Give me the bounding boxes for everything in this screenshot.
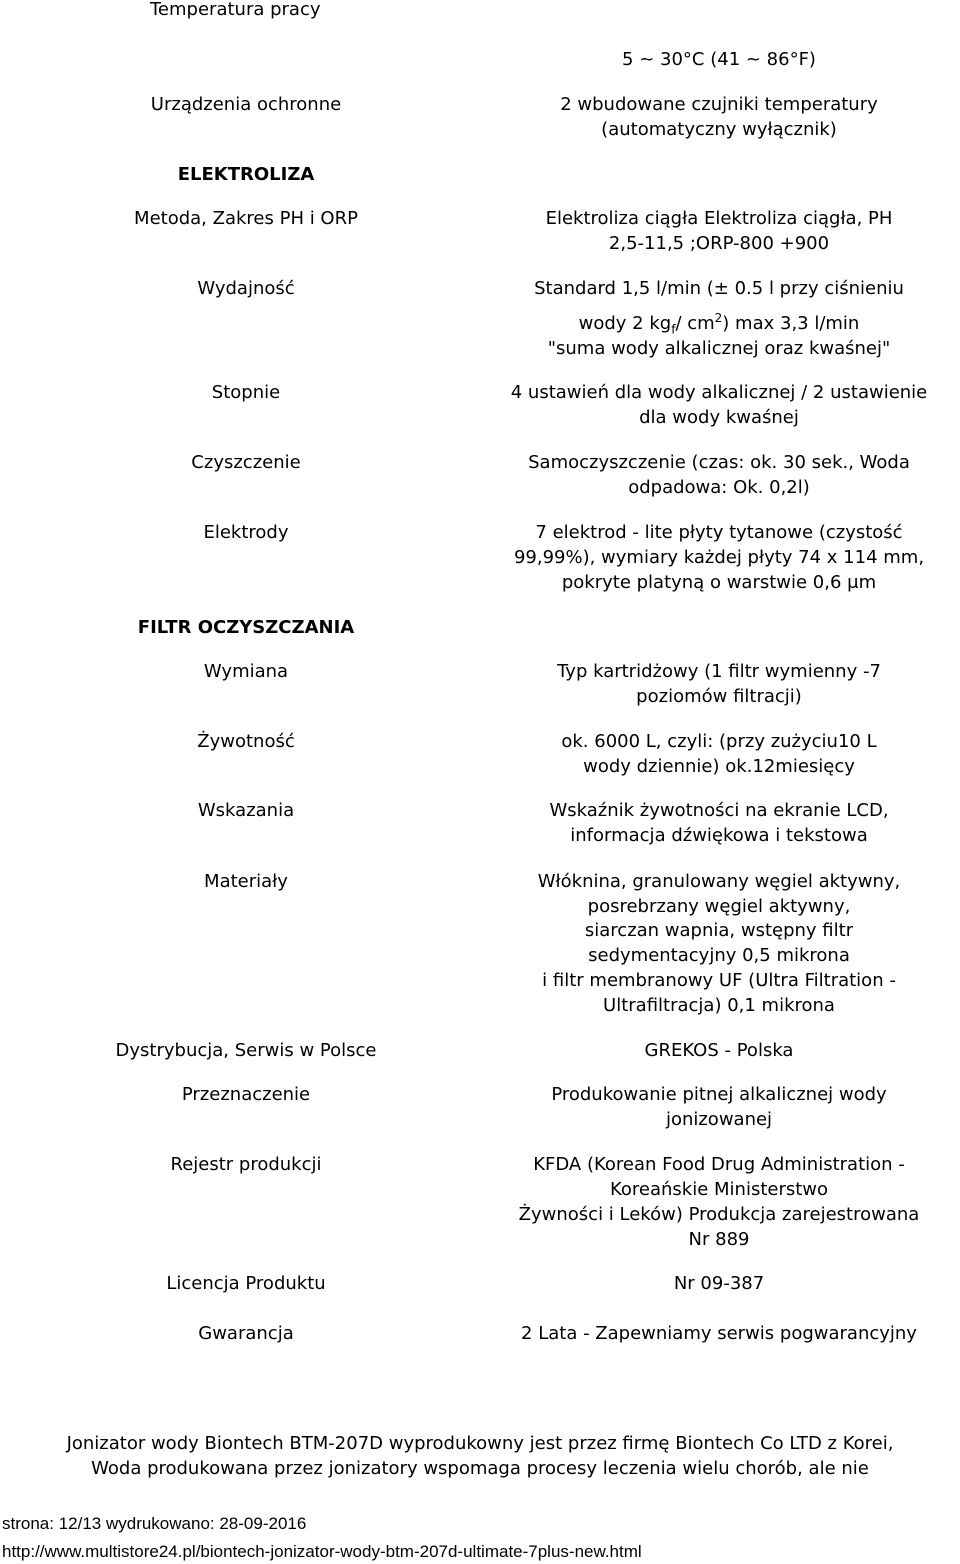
purpose-value-2: jonizowanej: [665, 1109, 773, 1130]
reg-value-1: KFDA (Korean Food Drug Administration -: [533, 1154, 905, 1175]
temp-label: Temperatura pracy: [150, 0, 321, 20]
life-label: Żywotność: [197, 731, 295, 752]
mat-value-1: Włóknina, granulowany węgiel aktywny,: [537, 871, 901, 892]
footer-line-1: Jonizator wody Biontech BTM-207D wyprodukowny jest przez firmę Biontech Co LTD z Korei,: [66, 1433, 894, 1454]
footer-line-2: Woda produkowana przez jonizatory wspomaga procesy leczenia wielu chorób, ale nie: [91, 1458, 869, 1479]
replace-value-2: poziomów filtracji): [636, 686, 802, 707]
reg-label: Rejestr produkcji: [170, 1154, 322, 1175]
cleaning-label: Czyszczenie: [191, 452, 301, 473]
method-value-2: 2,5-11,5 ;ORP-800 +900: [608, 233, 830, 254]
indic-value-2: informacja dźwiękowa i tekstowa: [570, 825, 868, 846]
electrodes-value-1: 7 elektrod - lite płyty tytanowe (czystość: [535, 522, 903, 543]
output-value-2b: / cm: [675, 313, 715, 334]
reg-value-3: Żywności i Leków) Produkcja zarejestrowana: [518, 1204, 920, 1225]
electrodes-value-3: pokryte platyną o warstwie 0,6 μm: [561, 572, 877, 593]
levels-label: Stopnie: [211, 382, 281, 403]
indic-label: Wskazania: [197, 800, 295, 821]
life-value-1: ok. 6000 L, czyli: (przy zużyciu10 L: [561, 731, 877, 752]
mat-value-6: Ultrafiltracja) 0,1 mikrona: [603, 995, 835, 1016]
life-value-2: wody dziennie) ok.12miesięcy: [583, 756, 855, 777]
license-label: Licencja Produktu: [166, 1273, 326, 1294]
method-value-1: Elektroliza ciągła Elektroliza ciągła, PH: [545, 208, 893, 229]
replace-label: Wymiana: [203, 661, 289, 682]
page-info: strona: 12/13 wydrukowano: 28-09-2016: [2, 1514, 307, 1533]
filter-header: FILTR OCZYSZCZANIA: [137, 617, 355, 638]
indic-value-1: Wskaźnik żywotności na ekranie LCD,: [549, 800, 889, 821]
protect-value-2: (automatyczny wyłącznik): [601, 119, 837, 140]
replace-value-1: Typ kartridżowy (1 filtr wymienny -7: [557, 661, 881, 682]
mat-value-5: i filtr membranowy UF (Ultra Filtration -: [542, 970, 896, 991]
cleaning-value-2: odpadowa: Ok. 0,2l): [628, 477, 810, 498]
temp-value: 5 ~ 30°C (41 ~ 86°F): [622, 49, 816, 70]
license-value: Nr 09-387: [673, 1273, 765, 1294]
unit-superscript: 2: [714, 311, 723, 325]
reg-value-4: Nr 889: [688, 1229, 750, 1250]
mat-value-3: siarczan wapnia, wstępny filtr: [584, 920, 854, 941]
output-value-2c: ) max 3,3 l/min: [722, 313, 860, 334]
levels-value-1: 4 ustawień dla wody alkalicznej / 2 ustawienie: [510, 382, 928, 403]
cleaning-value-1: Samoczyszczenie (czas: ok. 30 sek., Woda: [528, 452, 910, 473]
output-value-2: [579, 311, 860, 336]
purpose-label: Przeznaczenie: [181, 1084, 311, 1105]
mat-value-4: sedymentacyjny 0,5 mikrona: [588, 945, 850, 966]
protect-label: Urządzenia ochronne: [150, 94, 342, 115]
dist-value: GREKOS - Polska: [644, 1040, 794, 1061]
output-value-1: Standard 1,5 l/min (± 0.5 l przy ciśnieniu: [534, 278, 904, 299]
purpose-value-1: Produkowanie pitnej alkalicznej wody: [551, 1084, 887, 1105]
unit-subscript: f: [671, 322, 676, 337]
method-label: Metoda, Zakres PH i ORP: [134, 208, 358, 229]
electrodes-label: Elektrody: [203, 522, 289, 543]
mat-value-2: posrebrzany węgiel aktywny,: [587, 896, 851, 917]
dist-label: Dystrybucja, Serwis w Polsce: [115, 1040, 377, 1061]
levels-value-2: dla wody kwaśnej: [639, 407, 799, 428]
electrodes-value-2: 99,99%), wymiary każdej płyty 74 x 114 mm,: [513, 547, 925, 568]
protect-value-1: 2 wbudowane czujniki temperatury: [560, 94, 878, 115]
warranty-value: 2 Lata - Zapewniamy serwis pogwarancyjny: [521, 1323, 917, 1344]
electrolysis-header: ELEKTROLIZA: [177, 164, 315, 185]
output-label: Wydajność: [197, 278, 295, 299]
output-value-2a: wody 2 kg: [578, 313, 672, 334]
page-url-link[interactable]: http://www.multistore24.pl/biontech-jonizator-wody-btm-207d-ultimate-7plus-new.html: [2, 1542, 642, 1561]
mat-label: Materiały: [204, 871, 288, 892]
reg-value-2: Koreańskie Ministerstwo: [609, 1179, 829, 1200]
warranty-label: Gwarancja: [198, 1323, 294, 1344]
output-value-3: "suma wody alkalicznej oraz kwaśnej": [547, 338, 891, 359]
